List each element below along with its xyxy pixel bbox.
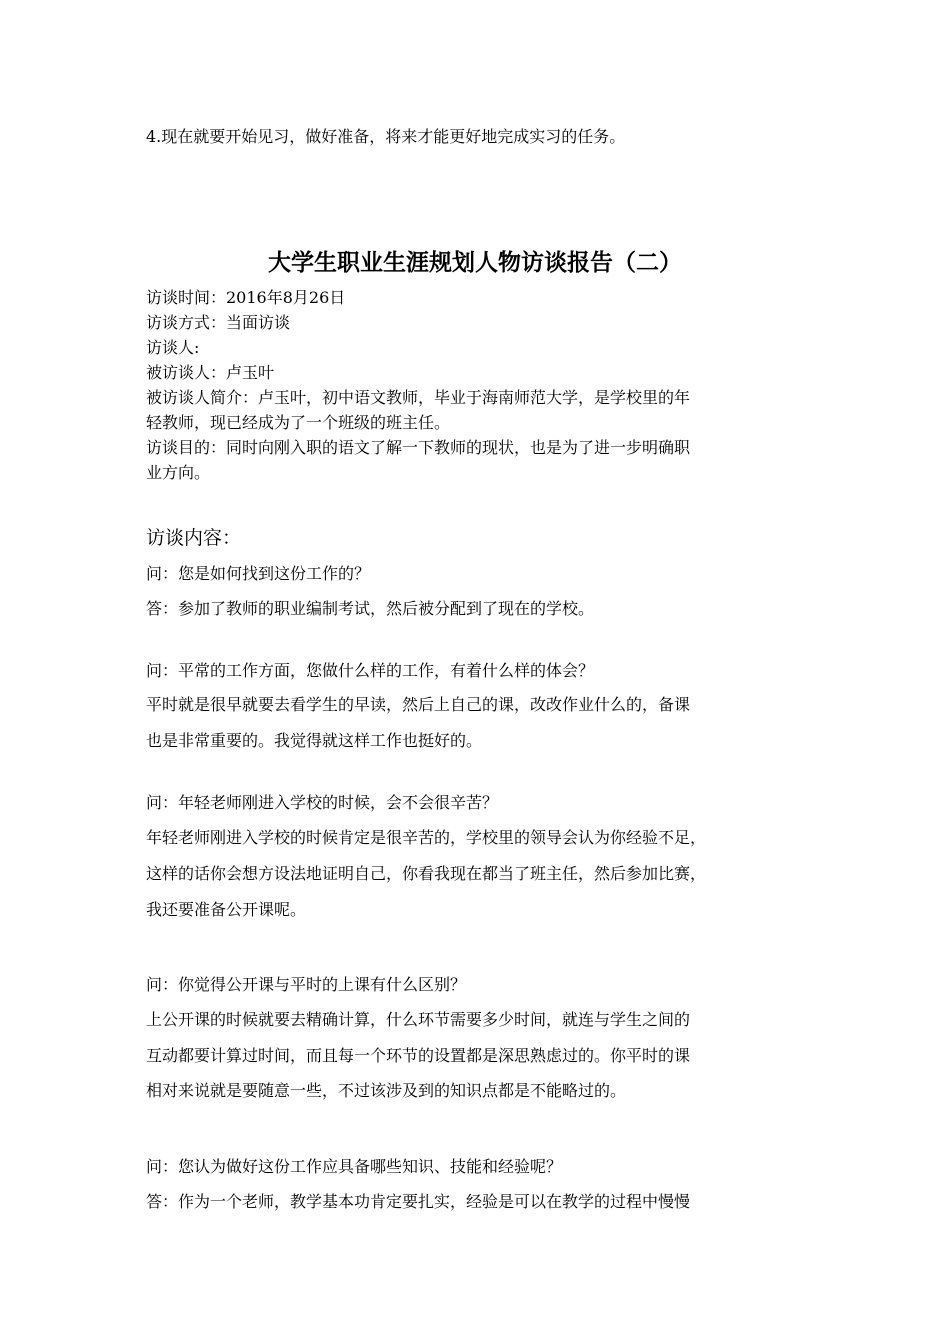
answer-4-line-3: 相对来说就是要随意一些，不过该涉及到的知识点都是不能略过的。 (146, 1081, 627, 1100)
question-5: 问：您认为做好这份工作应具备哪些知识、技能和经验呢？ (146, 1157, 563, 1176)
question-4: 问：你觉得公开课与平时的上课有什么区别？ (146, 975, 467, 994)
answer-2-line-2: 也是非常重要的。我觉得就这样工作也挺好的。 (146, 731, 483, 750)
info-profile-line-1: 被访谈人简介：卢玉叶，初中语文教师，毕业于海南师范大学，是学校里的年 (146, 388, 691, 407)
answer-2-line-1: 平时就是很早就要去看学生的早读，然后上自己的课，改改作业什么的，备课 (146, 695, 691, 714)
info-interviewee: 被访谈人：卢玉叶 (146, 363, 275, 382)
answer-1: 答：参加了教师的职业编制考试，然后被分配到了现在的学校。 (146, 599, 595, 618)
content-heading: 访谈内容： (146, 527, 242, 549)
page-title: 大学生职业生涯规划人物访谈报告（二） (268, 250, 682, 276)
question-1: 问：您是如何找到这份工作的？ (146, 564, 371, 583)
answer-3-line-1: 年轻老师刚进入学校的时候肯定是很辛苦的，学校里的领导会认为你经验不足， (146, 828, 707, 847)
info-interviewer: 访谈人: (146, 338, 200, 357)
answer-3-line-2: 这样的话你会想方设法地证明自己，你看我现在都当了班主任，然后参加比赛， (146, 864, 707, 883)
question-2: 问：平常的工作方面，您做什么样的工作，有着什么样的体会？ (146, 661, 595, 680)
info-method: 访谈方式：当面访谈 (146, 313, 291, 332)
info-purpose-line-1: 访谈目的：同时向刚入职的语文了解一下教师的现状，也是为了进一步明确职 (146, 438, 691, 457)
info-purpose-line-2: 业方向。 (146, 463, 211, 482)
info-time: 访谈时间：2016年8月26日 (146, 288, 346, 307)
answer-5-line-1: 答：作为一个老师，教学基本功肯定要扎实，经验是可以在教学的过程中慢慢 (146, 1192, 691, 1211)
question-3: 问：年轻老师刚进入学校的时候，会不会很辛苦？ (146, 793, 499, 812)
answer-4-line-2: 互动都要计算过时间，而且每一个环节的设置都是深思熟虑过的。你平时的课 (146, 1046, 691, 1065)
answer-3-line-3: 我还要准备公开课呢。 (146, 900, 307, 919)
intro-item: 4.现在就要开始见习，做好准备，将来才能更好地完成实习的任务。 (146, 127, 626, 146)
info-profile-line-2: 轻教师，现已经成为了一个班级的班主任。 (146, 413, 451, 432)
answer-4-line-1: 上公开课的时候就要去精确计算，什么环节需要多少时间，就连与学生之间的 (146, 1010, 691, 1029)
